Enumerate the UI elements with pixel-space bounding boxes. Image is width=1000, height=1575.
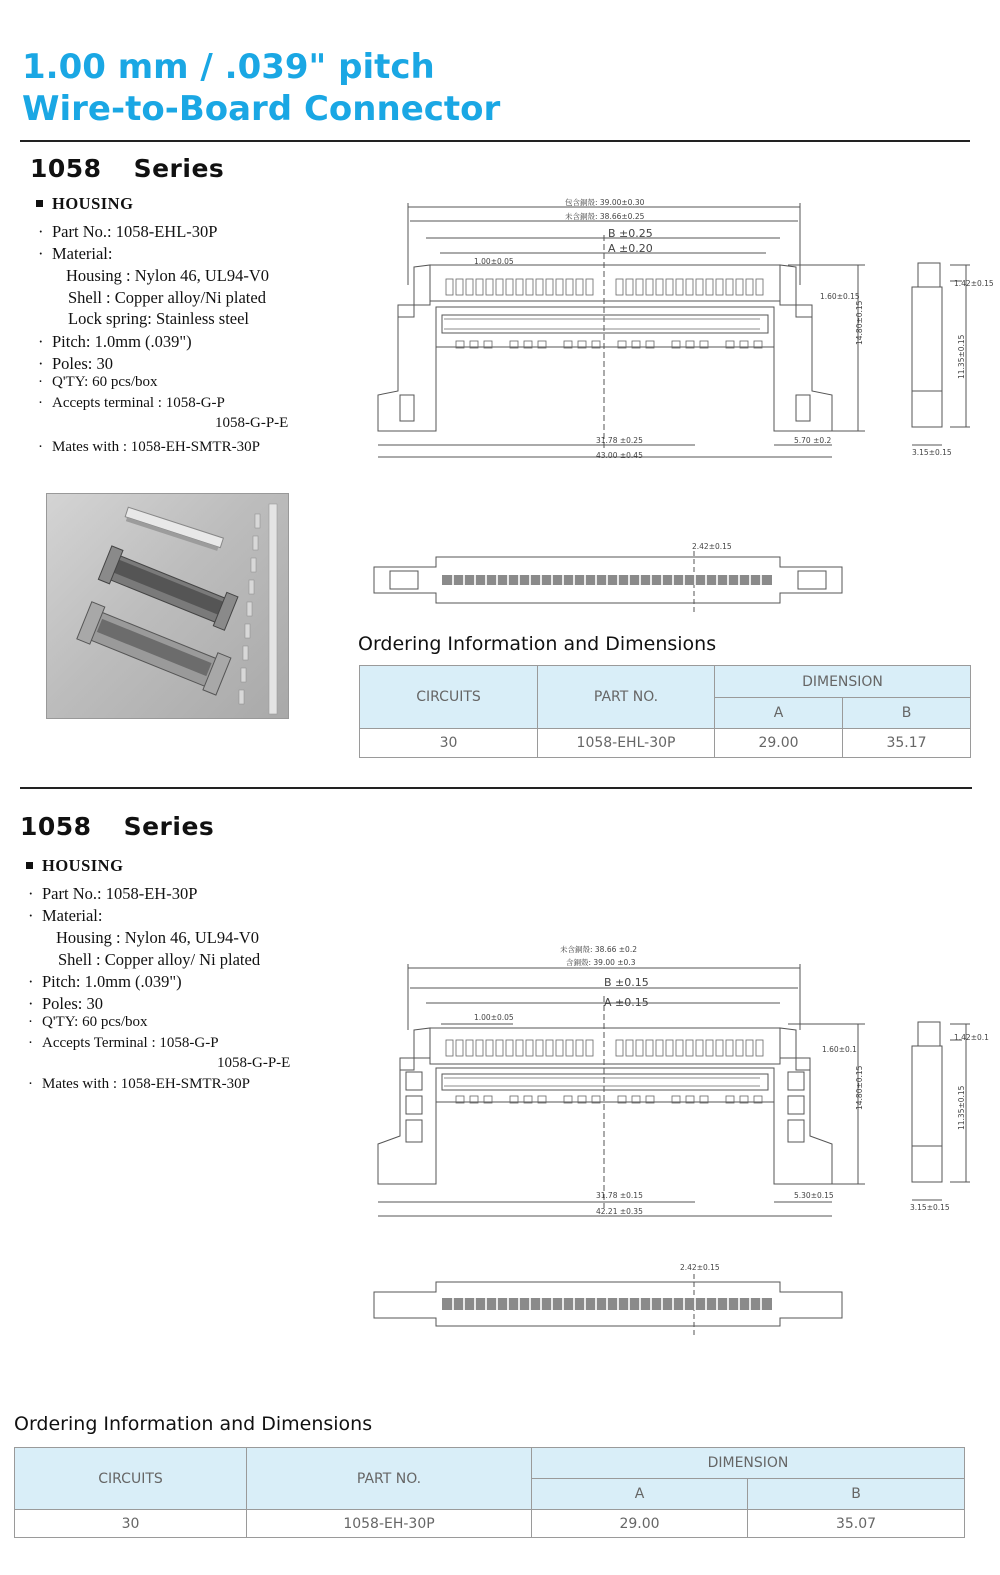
ordering-title-1: Ordering Information and Dimensions xyxy=(358,633,717,655)
cell-part: 1058-EHL-30P xyxy=(538,729,715,758)
spec-item: · Accepts Terminal : 1058-G-P xyxy=(28,1035,219,1051)
cell-circuits: 30 xyxy=(360,729,538,758)
spec-item: · Part No.: 1058-EHL-30P xyxy=(38,222,218,241)
col-a: A xyxy=(532,1479,748,1510)
spec-item: Shell : Copper alloy/Ni plated xyxy=(68,288,266,307)
spec-item: · Q'TY: 60 pcs/box xyxy=(28,1014,148,1030)
cell-a: 29.00 xyxy=(532,1510,748,1538)
dim-label: 14.80±0.15 xyxy=(855,300,864,345)
col-circuits: CIRCUITS xyxy=(360,666,538,729)
col-part-no: PART NO. xyxy=(538,666,715,729)
col-dimension: DIMENSION xyxy=(532,1448,965,1479)
spec-item: · Mates with : 1058-EH-SMTR-30P xyxy=(38,439,260,455)
dim-label: 3.15±0.15 xyxy=(910,1203,950,1212)
series-title-2: 1058 Series xyxy=(20,812,215,841)
dim-label: 未含銅殼: 38.66 ±0.2 xyxy=(560,945,637,954)
product-photo xyxy=(46,493,289,719)
cell-part: 1058-EH-30P xyxy=(247,1510,532,1538)
page-title-line2: Wire-to-Board Connector xyxy=(22,89,501,129)
dim-label: 3.15±0.15 xyxy=(912,448,952,457)
section-divider xyxy=(20,787,972,789)
dim-label: A ±0.15 xyxy=(604,996,649,1009)
col-dimension: DIMENSION xyxy=(715,666,971,698)
spec-item: · Part No.: 1058-EH-30P xyxy=(28,884,198,903)
table-row xyxy=(15,1510,965,1538)
spec-item: · Poles: 30 xyxy=(38,354,113,373)
dim-label: 1.00±0.05 xyxy=(474,257,514,266)
housing-heading-2: HOUSING xyxy=(26,856,123,876)
page-title-line1: 1.00 mm / .039" pitch xyxy=(22,47,435,87)
spec-item: · Material: xyxy=(28,906,103,925)
dim-label: 11.35±0.15 xyxy=(957,1085,966,1130)
spec-item: · Mates with : 1058-EH-SMTR-30P xyxy=(28,1076,250,1092)
spec-item: Housing : Nylon 46, UL94-V0 xyxy=(66,266,270,285)
bullet-square-icon xyxy=(26,862,33,869)
dim-label: B ±0.15 xyxy=(604,976,649,989)
spec-item: · Material: xyxy=(38,244,113,263)
cell-b: 35.07 xyxy=(748,1510,965,1538)
dim-label: 11.35±0.15 xyxy=(957,334,966,379)
col-a: A xyxy=(715,698,843,729)
dim-label: 14.80±0.15 xyxy=(855,1065,864,1110)
dim-label: B ±0.25 xyxy=(608,227,653,240)
col-b: B xyxy=(843,698,971,729)
bullet-square-icon xyxy=(36,200,43,207)
technical-drawing-1 xyxy=(370,195,995,615)
cell-b: 35.17 xyxy=(843,729,971,758)
table-row xyxy=(360,729,971,758)
cell-a: 29.00 xyxy=(715,729,843,758)
col-circuits: CIRCUITS xyxy=(15,1448,247,1510)
header-divider xyxy=(20,140,970,142)
dim-label: 未含銅殼: 38.66±0.25 xyxy=(565,212,645,221)
technical-drawing-2 xyxy=(370,940,995,1340)
dim-label: 5.30±0.15 xyxy=(794,1191,834,1200)
spec-item: Shell : Copper alloy/ Ni plated xyxy=(58,950,261,969)
cell-circuits: 30 xyxy=(15,1510,247,1538)
dim-label: 42.21 ±0.35 xyxy=(596,1207,643,1216)
spec-item: Lock spring: Stainless steel xyxy=(68,309,250,328)
ordering-table-2 xyxy=(14,1447,965,1538)
dim-label: 1.42±0.15 xyxy=(954,279,994,288)
spec-item: · Pitch: 1.0mm (.039") xyxy=(28,972,182,991)
dim-label: 包含銅殼: 39.00±0.30 xyxy=(565,198,645,207)
dim-label: 1.00±0.05 xyxy=(474,1013,514,1022)
housing-heading-1: HOUSING xyxy=(36,194,133,214)
series-title-1: 1058 Series xyxy=(30,154,225,183)
dim-label: 2.42±0.15 xyxy=(692,542,732,551)
dim-label: 1.60±0.15 xyxy=(820,292,860,301)
dim-label: 1.42±0.1 xyxy=(954,1033,989,1042)
ordering-title-2: Ordering Information and Dimensions xyxy=(14,1413,373,1435)
col-b: B xyxy=(748,1479,965,1510)
dim-label: 43.00 ±0.45 xyxy=(596,451,643,460)
spec-item: 1058-G-P-E xyxy=(217,1055,291,1071)
dim-label: 5.70 ±0.2 xyxy=(794,436,832,445)
ordering-table-1 xyxy=(359,665,971,758)
spec-item: · Accepts terminal : 1058-G-P xyxy=(38,395,225,411)
dim-label: 2.42±0.15 xyxy=(680,1263,720,1272)
dim-label: 31.78 ±0.25 xyxy=(596,436,643,445)
dim-label: 31.78 ±0.15 xyxy=(596,1191,643,1200)
col-part-no: PART NO. xyxy=(247,1448,532,1510)
spec-item: Housing : Nylon 46, UL94-V0 xyxy=(56,928,260,947)
dim-label: A ±0.20 xyxy=(608,242,653,255)
spec-item: · Q'TY: 60 pcs/box xyxy=(38,374,158,390)
spec-item: 1058-G-P-E xyxy=(215,415,289,431)
spec-item: · Poles: 30 xyxy=(28,994,103,1013)
spec-item: · Pitch: 1.0mm (.039") xyxy=(38,332,192,351)
dim-label: 1.60±0.1 xyxy=(822,1045,857,1054)
dim-label: 含銅殼: 39.00 ±0.3 xyxy=(566,958,636,967)
